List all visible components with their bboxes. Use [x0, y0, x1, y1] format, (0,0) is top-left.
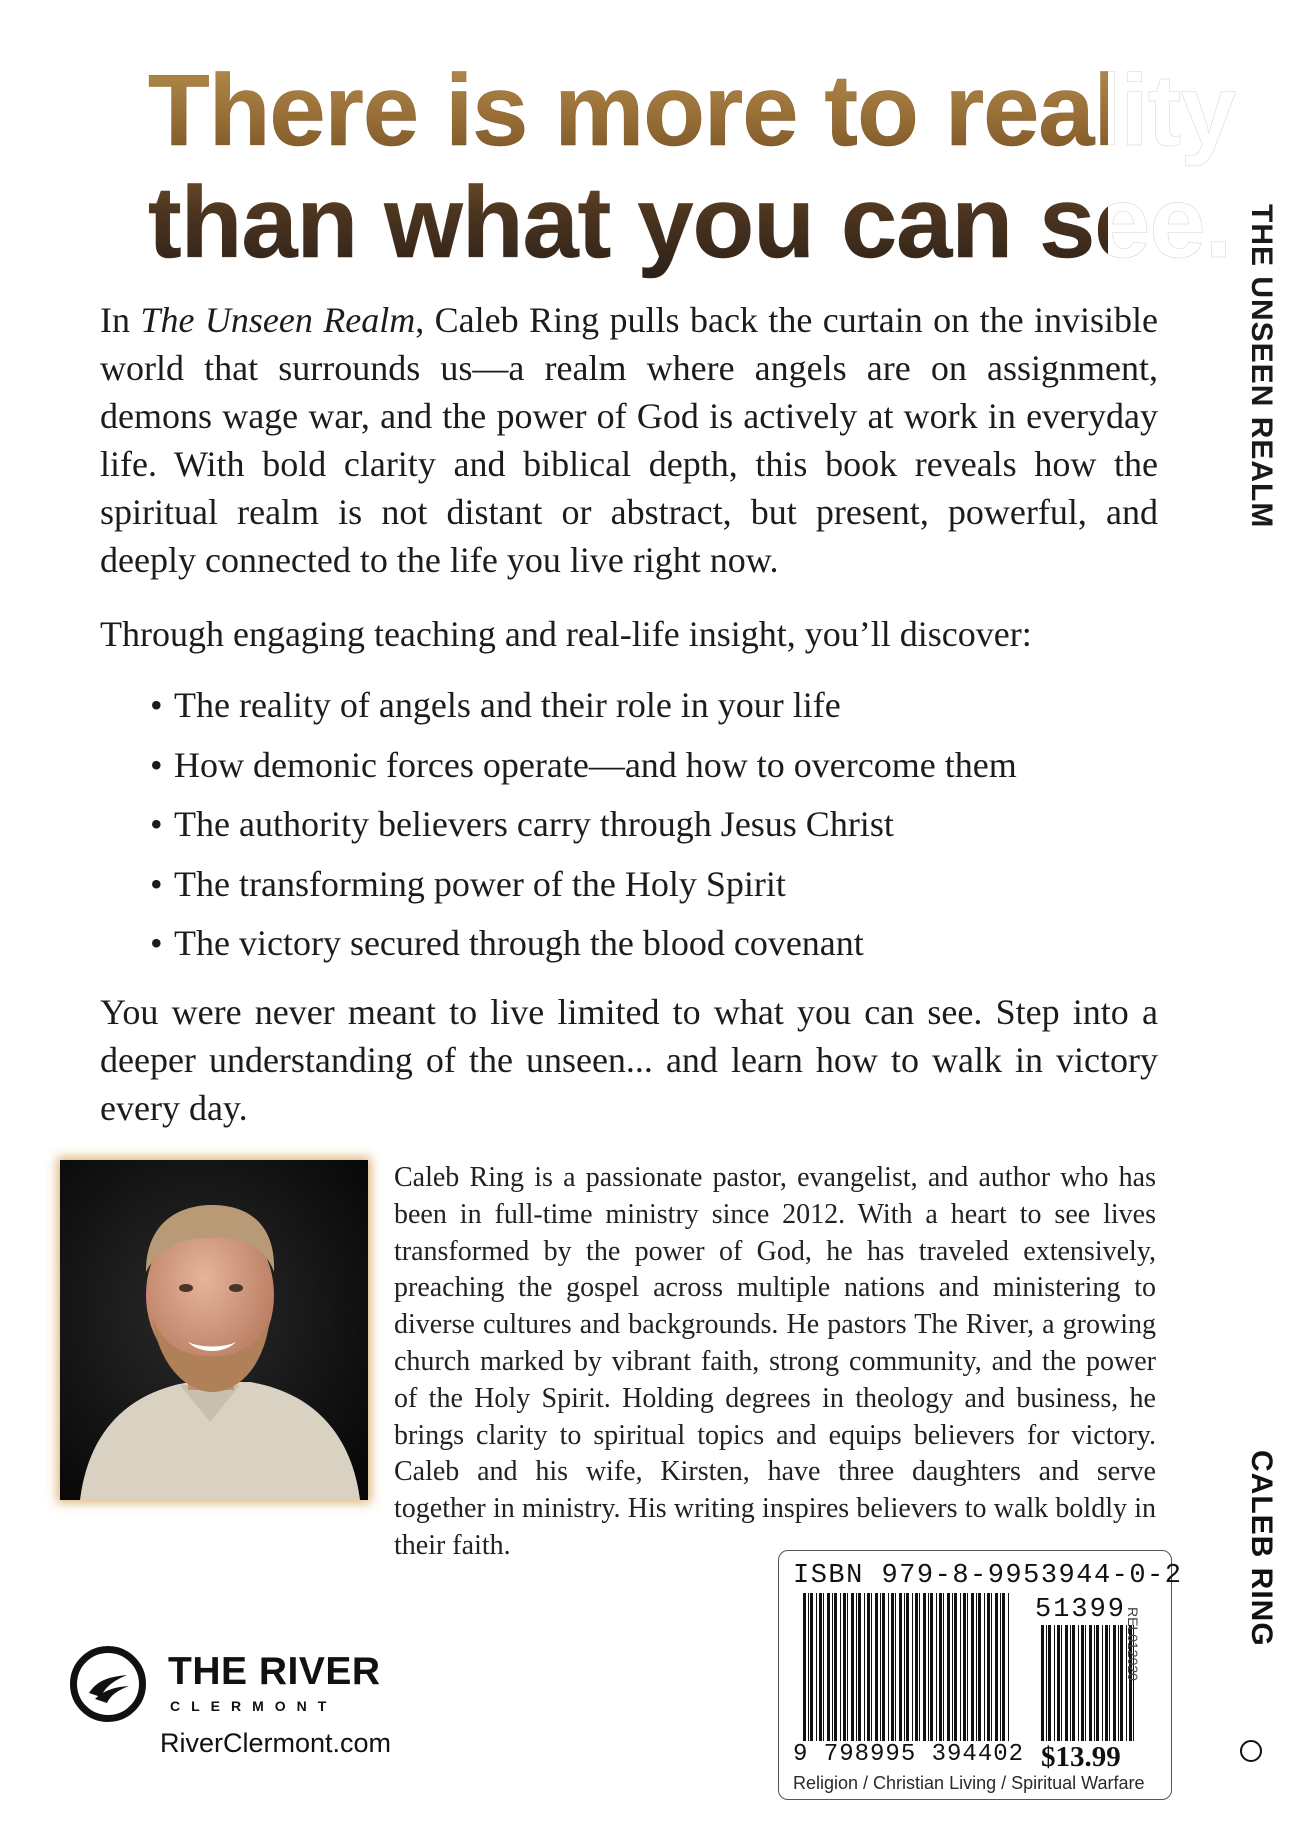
bullet-icon: •: [150, 804, 163, 844]
river-logo-icon: [70, 1646, 146, 1722]
barcode-panel: [778, 1550, 1183, 1800]
headline-line-1: There is more to reality: [148, 55, 1236, 167]
headline-line-2: than what you can see.: [148, 167, 1232, 279]
bisac-category: Religion / Christian Living / Spiritual Warfare: [793, 1773, 1145, 1793]
publisher-name: THE RIVER: [168, 1650, 381, 1693]
barcode-digits: 9 798995 394402: [793, 1741, 1025, 1768]
bullet-text: The reality of angels and their role in your life: [174, 685, 841, 725]
bullet-text: The victory secured through the blood covenant: [174, 923, 864, 963]
list-item: [150, 676, 1150, 736]
bullet-list: [150, 676, 1150, 974]
bullet-icon: •: [150, 685, 163, 725]
list-item: [150, 914, 1150, 974]
bullet-icon: •: [150, 863, 163, 904]
bullet-intro: Through engaging teaching and real-life insight, you’ll discover:: [100, 614, 1032, 654]
author-photo: [60, 1160, 368, 1500]
spine-title: THE UNSEEN REALM: [1245, 204, 1278, 529]
list-item: [150, 855, 1150, 915]
author-bio: Caleb Ring is a passionate pastor, evangelist, and author who has been in full-time ministry since 2012. With a heart to see lives transformed by the power of God, he has traveled extensively, preaching the gospel across multiple nations and ministering to diverse cultures and backgrounds. He pastors The River, a growing church marked by vibrant faith, strong community, and the power of the Holy Spirit. Holding degrees in theology and business, he brings clarity to spiritual topics and equips believers for victory. Caleb and his wife, Kirsten, have three daughters and serve together in ministry. His writing inspires believers to walk boldly in their faith.: [394, 1162, 1156, 1561]
isbn-number: ISBN 979-8-9953944-0-2: [793, 1561, 1183, 1591]
publisher-city: CLERMONT: [170, 1698, 338, 1714]
headline: [148, 55, 1236, 279]
list-item: [150, 795, 1150, 855]
book-title: The Unseen Realm: [140, 300, 416, 340]
list-item: [150, 736, 1150, 796]
bullet-icon: •: [150, 923, 163, 963]
bullet-text: The authority believers carry through Jesus Christ: [174, 804, 894, 844]
closing-paragraph: You were never meant to live limited to what you can see. Step into a deeper understanding of the unseen... and learn how to walk in victory every day.: [100, 992, 1158, 1128]
author-portrait-image: [60, 1160, 368, 1500]
bullet-text: How demonic forces operate—and how to overcome them: [174, 744, 1017, 785]
spine-author: CALEB RING: [1245, 1450, 1278, 1647]
publisher-mark-icon: [1240, 1740, 1262, 1762]
book-description: [100, 296, 1158, 584]
publisher-logo: [70, 1646, 400, 1766]
bisac-code: REL012020: [1125, 1607, 1141, 1681]
bullet-icon: •: [150, 744, 163, 785]
publisher-url: RiverClermont.com: [160, 1728, 392, 1758]
price-code: 51399: [1035, 1595, 1127, 1625]
price: $13.99: [1041, 1741, 1121, 1773]
blurb-text: , Caleb Ring pulls back the curtain on the invisible world that surrounds us—a realm where angels are on assignment, demons wage war, and the power of God is actively at work in everyday life. With bold clarity and biblical depth, this book reveals how the spiritual realm is not distant or abstract, but present, powerful, and deeply connected to the life you live right now.: [100, 300, 1158, 580]
blurb-prefix: In: [100, 300, 141, 340]
bullet-text: The transforming power of the Holy Spirit: [174, 863, 786, 904]
